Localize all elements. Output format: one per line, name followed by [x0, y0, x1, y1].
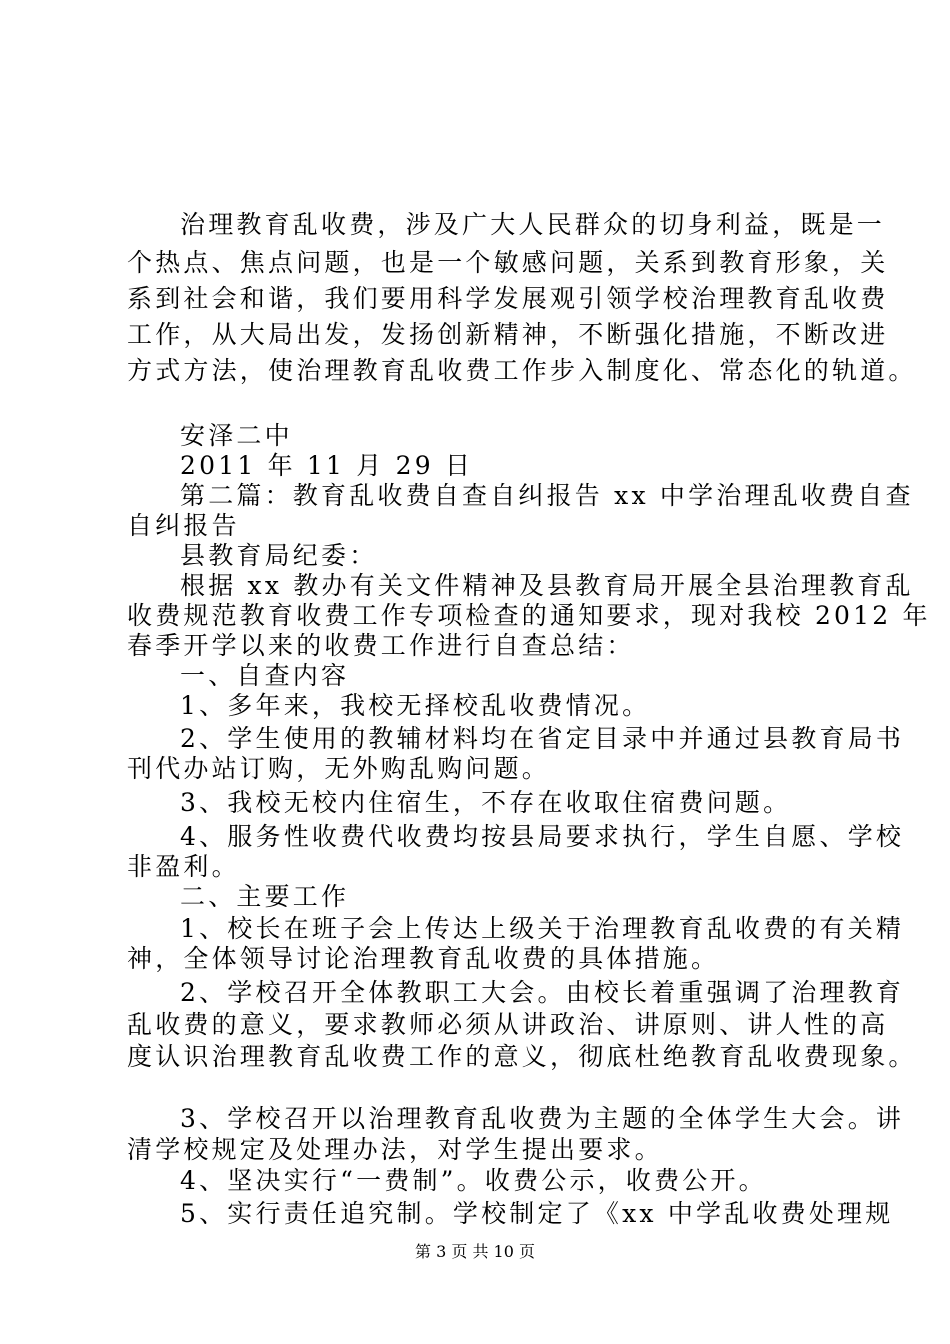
list-item: 乱收费的意义，要求教师必须从讲政治、讲原则、讲人性的高 — [127, 1010, 889, 1039]
body-line: 方式方法，使治理教育乱收费工作步入制度化、常态化的轨道。 — [127, 356, 917, 385]
list-item: 清学校规定及处理办法，对学生提出要求。 — [127, 1135, 663, 1164]
body-line: 收费规范教育收费工作专项检查的通知要求，现对我校 2012 年 — [127, 601, 931, 630]
body-line: 根据 xx 教办有关文件精神及县教育局开展全县治理教育乱 — [180, 571, 914, 600]
body-line: 治理教育乱收费，涉及广大人民群众的切身利益，既是一 — [180, 210, 886, 239]
section-title: 第二篇：教育乱收费自查自纠报告 xx 中学治理乱收费自查 — [180, 481, 914, 510]
section-heading: 二、主要工作 — [180, 882, 350, 911]
list-item: 2、学校召开全体教职工大会。由校长着重强调了治理教育 — [180, 978, 905, 1007]
section-title: 自纠报告 — [127, 511, 240, 540]
list-item: 度认识治理教育乱收费工作的意义，彻底杜绝教育乱收费现象。 — [127, 1042, 917, 1071]
signature-date: 2011 年 11 月 29 日 — [180, 451, 474, 480]
signature-school: 安泽二中 — [180, 421, 293, 450]
list-item: 刊代办站订购，无外购乱购问题。 — [127, 754, 551, 783]
list-item: 非盈利。 — [127, 852, 240, 881]
list-item: 4、坚决实行“一费制”。收费公示，收费公开。 — [180, 1166, 767, 1195]
list-item: 神，全体领导讨论治理教育乱收费的具体措施。 — [127, 944, 720, 973]
body-line: 系到社会和谐，我们要用科学发展观引领学校治理教育乱收费 — [127, 284, 889, 313]
page-footer: 第 3 页 共 10 页 — [415, 1242, 535, 1261]
list-item: 2、学生使用的教辅材料均在省定目录中并通过县教育局书 — [180, 724, 905, 753]
body-line: 春季开学以来的收费工作进行自查总结： — [127, 631, 635, 660]
list-item: 5、实行责任追究制。学校制定了《xx 中学乱收费处理规 — [180, 1199, 894, 1228]
salutation: 县教育局纪委： — [180, 541, 378, 570]
list-item: 3、学校召开以治理教育乱收费为主题的全体学生大会。讲 — [180, 1104, 905, 1133]
section-heading: 一、自查内容 — [180, 661, 350, 690]
body-line: 个热点、焦点问题，也是一个敏感问题，关系到教育形象，关 — [127, 248, 889, 277]
list-item: 3、我校无校内住宿生，不存在收取住宿费问题。 — [180, 788, 792, 817]
list-item: 1、校长在班子会上传达上级关于治理教育乱收费的有关精 — [180, 914, 905, 943]
list-item: 4、服务性收费代收费均按县局要求执行，学生自愿、学校 — [180, 822, 905, 851]
list-item: 1、多年来，我校无择校乱收费情况。 — [180, 691, 651, 720]
body-line: 工作，从大局出发，发扬创新精神，不断强化措施，不断改进 — [127, 320, 889, 349]
